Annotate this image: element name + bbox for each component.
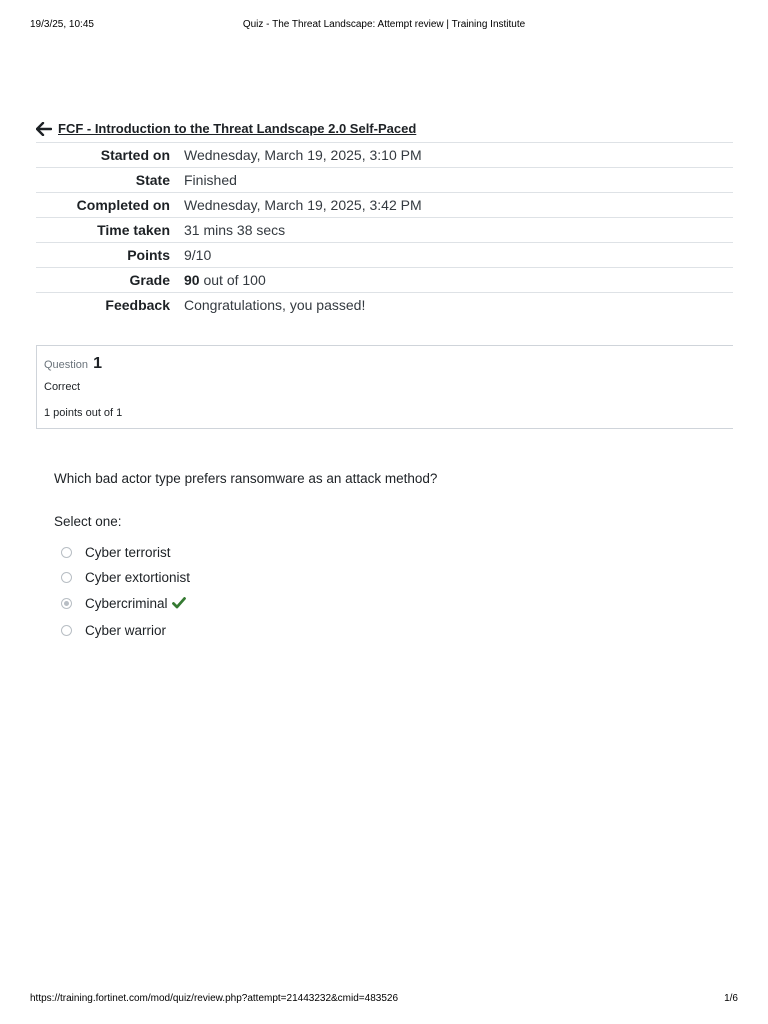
summary-row-grade: [36, 268, 733, 293]
answer-label: Cybercriminal: [85, 595, 168, 611]
state-value: Finished: [184, 172, 237, 188]
answer-option-cybercriminal[interactable]: [61, 594, 186, 612]
summary-row-time: [36, 218, 733, 243]
grade-score: 90: [184, 272, 200, 288]
print-page-title: Quiz - The Threat Landscape: Attempt review | Training Institute: [242, 19, 526, 30]
answer-option-cyber-terrorist[interactable]: [61, 543, 171, 561]
feedback-value: Congratulations, you passed!: [184, 297, 366, 313]
grade-label: Grade: [129, 272, 170, 288]
radio-button[interactable]: [61, 625, 72, 636]
summary-row-points: [36, 243, 733, 268]
started-label: Started on: [100, 147, 170, 163]
check-icon: [172, 597, 186, 609]
summary-row-completed: [36, 193, 733, 218]
radio-button-selected[interactable]: [61, 598, 72, 609]
radio-button[interactable]: [61, 547, 72, 558]
answer-prompt: Select one:: [54, 514, 122, 529]
completed-label: Completed on: [76, 197, 170, 213]
grade-value: [184, 268, 733, 293]
course-link-label[interactable]: FCF - Introduction to the Threat Landscape 2.0 Self-Paced: [58, 121, 417, 136]
points-label: Points: [127, 247, 170, 263]
print-page-number: 1/6: [724, 993, 738, 1004]
print-header: [30, 19, 738, 33]
question-grade: 1 points out of 1: [44, 407, 123, 419]
question-state: Correct: [44, 381, 81, 393]
answer-label: Cyber warrior: [85, 622, 167, 638]
arrow-left-icon: [36, 122, 52, 136]
print-url: https://training.fortinet.com/mod/quiz/review.php?attempt=21443232&cmid=483526: [30, 993, 399, 1004]
time-taken-value: 31 mins 38 secs: [184, 222, 286, 238]
answer-option-cyber-warrior[interactable]: [61, 621, 166, 639]
state-label: State: [135, 172, 170, 188]
summary-row-started: [36, 143, 733, 168]
summary-row-feedback: [36, 293, 733, 318]
radio-button[interactable]: [61, 572, 72, 583]
print-footer: [30, 993, 738, 1007]
started-value: Wednesday, March 19, 2025, 3:10 PM: [184, 147, 422, 163]
completed-value: Wednesday, March 19, 2025, 3:42 PM: [184, 197, 422, 213]
feedback-label: Feedback: [105, 297, 170, 313]
answer-option-cyber-extortionist[interactable]: [61, 568, 190, 586]
question-info-box: [36, 345, 733, 429]
time-taken-label: Time taken: [97, 222, 170, 238]
summary-row-state: [36, 168, 733, 193]
answer-label: Cyber extortionist: [85, 569, 191, 585]
question-text: Which bad actor type prefers ransomware as an attack method?: [54, 471, 438, 486]
question-number-value: 1: [93, 355, 102, 372]
print-datetime: 19/3/25, 10:45: [30, 19, 94, 30]
attempt-summary-table: [36, 142, 733, 317]
points-value: 9/10: [184, 247, 212, 263]
question-number-label: Question: [44, 359, 89, 371]
course-back-link[interactable]: [36, 121, 416, 136]
question-number: [44, 355, 102, 373]
answer-label: Cyber terrorist: [85, 544, 171, 560]
grade-suffix: out of 100: [199, 272, 266, 288]
